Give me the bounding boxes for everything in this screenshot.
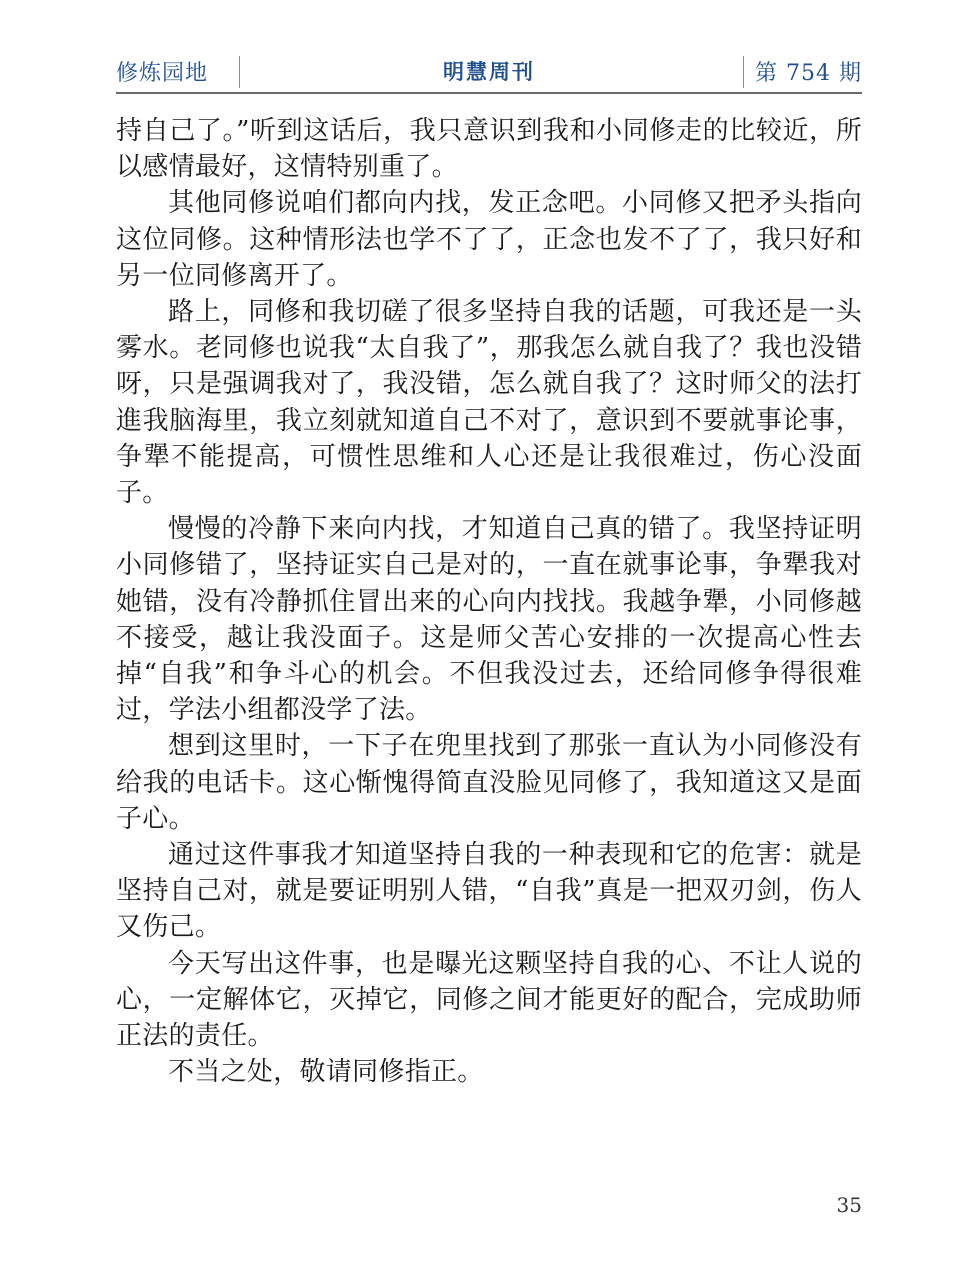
paragraph: 今天写出这件事，也是曝光这颗坚持自我的心、不让人说的心，一定解体它，灭掉它，同修之间才能更好的配合，完成助师正法的责任。 <box>116 948 862 1052</box>
article-body <box>116 113 862 1090</box>
header-divider-right <box>743 56 744 88</box>
paragraph: 通过这件事我才知道坚持自我的一种表现和它的危害：就是坚持自己对，就是要证明别人错，“自我”真是一把双刃剑，伤人又伤己。 <box>116 840 862 943</box>
issue-number: 第 754 期 <box>755 61 862 86</box>
section-title: 修炼园地 <box>116 61 209 86</box>
page-header <box>116 50 862 92</box>
paragraph: 其他同修说咱们都向内找，发正念吧。小同修又把矛头指向这位同修。这种情形法也学不了了，正念也发不了了，我只好和另一位同修离开了。 <box>116 188 862 291</box>
paragraph: 持自己了。”听到这话后，我只意识到我和小同修走的比较近，所以感情最好，这情特别重了。 <box>116 116 862 183</box>
paragraph: 不当之处，敬请同修指正。 <box>168 1057 484 1088</box>
paragraph: 路上，同修和我切磋了很多坚持自我的话题，可我还是一头雾水。老同修也说我“太自我了”，那我怎么就自我了？我也没错呀，只是强调我对了，我没错，怎么就自我了？这时师父的法打進我脑海里，我立刻就知道自己不对了，意识到不要就事论事，争犟不能提高，可惯性思维和人心还是让我很难过，伤心没面子。 <box>116 297 862 509</box>
paragraph: 慢慢的冷静下来向内找，才知道自己真的错了。我坚持证明小同修错了，坚持证实自己是对的，一直在就事论事，争犟我对她错，没有冷静抓住冒出来的心向内找找。我越争犟，小同修越不接受，越让我没面子。这是师父苦心安排的一次提高心性去掉“自我”和争斗心的机会。不但我没过去，还给同修争得很难过，学法小组都没学了法。 <box>116 514 862 726</box>
page-number: 35 <box>836 1193 862 1217</box>
paragraph: 想到这里时，一下子在兜里找到了那张一直认为小同修没有给我的电话卡。这心惭愧得简直没脸见同修了，我知道这又是面子心。 <box>116 731 862 834</box>
header-rule <box>116 92 862 94</box>
publication-title: 明慧周刊 <box>443 60 535 84</box>
